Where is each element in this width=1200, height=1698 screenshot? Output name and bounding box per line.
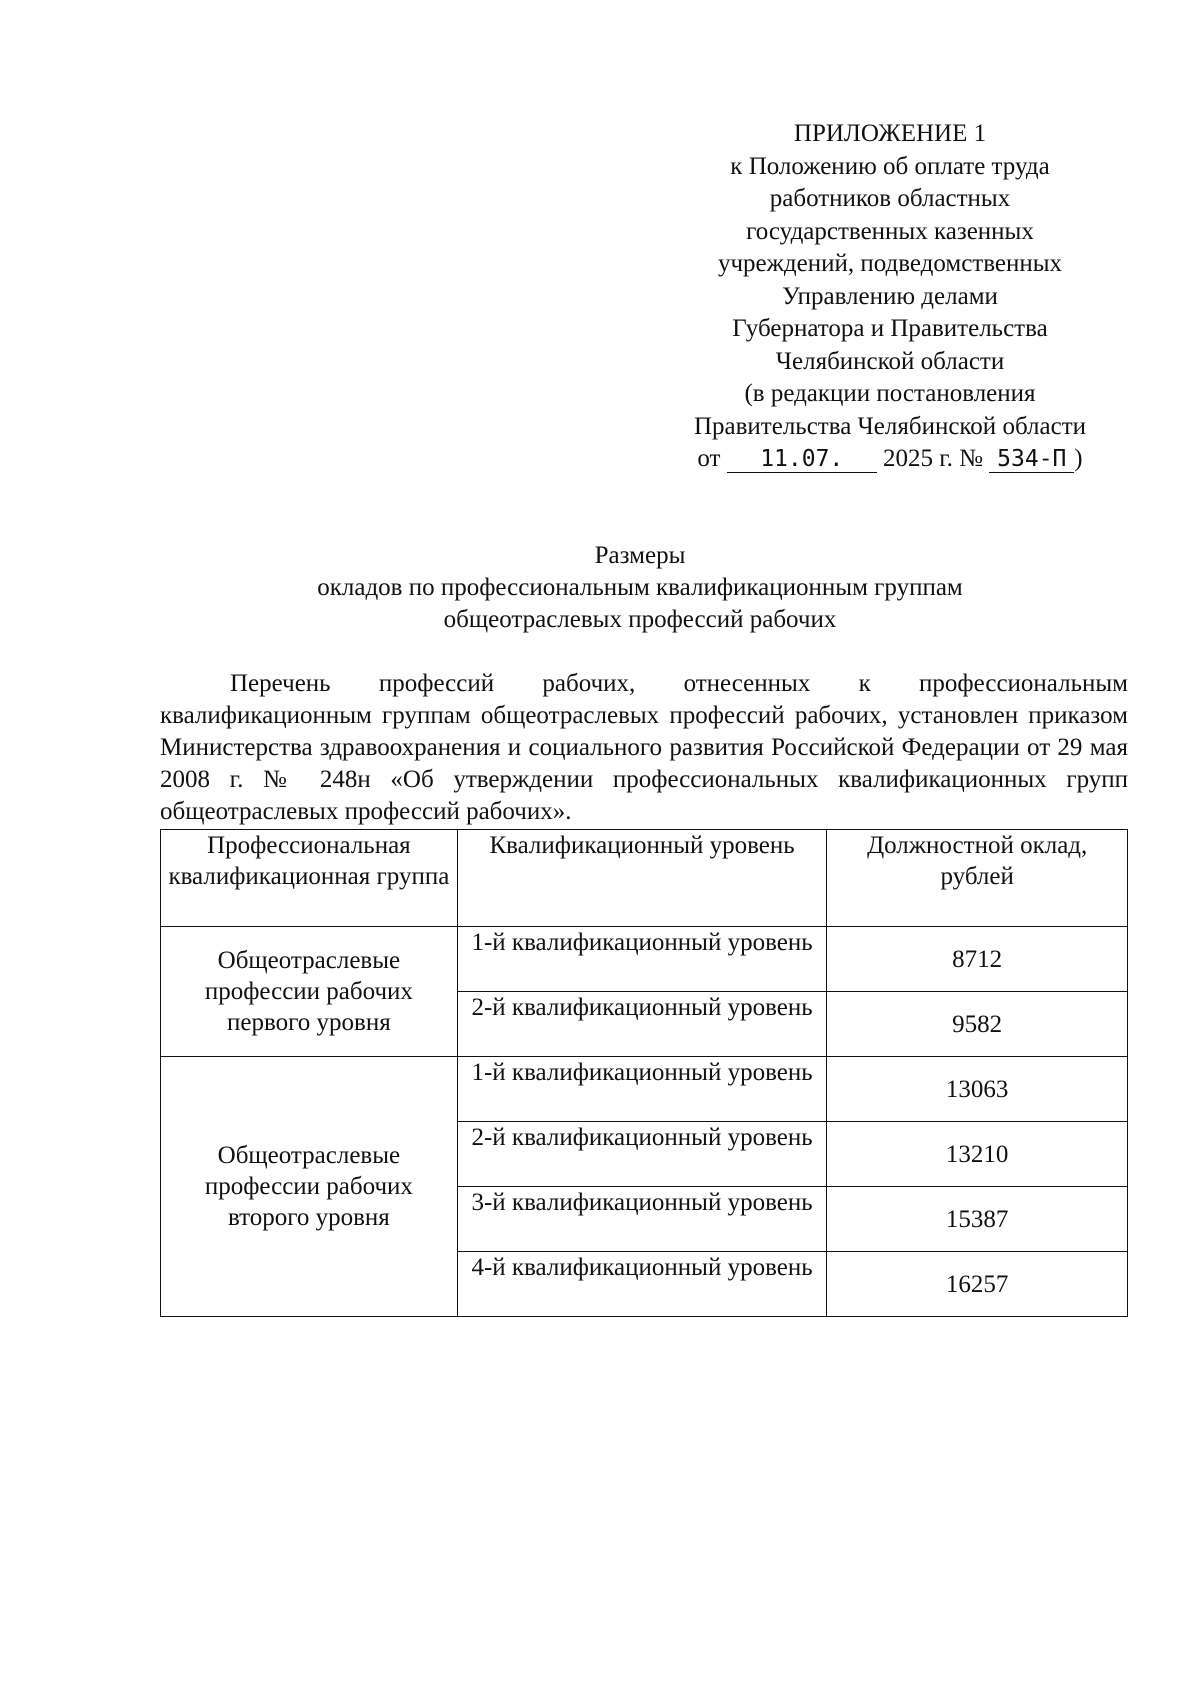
salary-cell: 15387 (827, 1187, 1128, 1252)
level-cell: 1-й квалификационный уровень (457, 1057, 827, 1122)
heading-line-1: Размеры (594, 542, 686, 569)
document-heading (160, 540, 1120, 636)
appendix-header (670, 118, 1110, 476)
group-cell: Общеотраслевые профессии рабочих второго уровня (161, 1057, 458, 1317)
appendix-line: работников областных (769, 185, 1011, 212)
date-prefix: от (697, 445, 721, 472)
appendix-date-line (670, 443, 1110, 476)
resolution-year: 2025 г. № (882, 445, 984, 472)
header-group: Профессиональная квалификационная группа (161, 830, 458, 927)
appendix-line: Управлению делами (782, 282, 998, 310)
resolution-date: 11.07. (727, 446, 877, 473)
level-cell: 1-й квалификационный уровень (457, 927, 827, 992)
level-cell: 4-й квалификационный уровень (457, 1252, 827, 1317)
level-cell: 2-й квалификационный уровень (457, 992, 827, 1057)
appendix-line: к Положению об оплате труда (730, 152, 1050, 180)
heading-line-3: общеотраслевых профессий рабочих (443, 606, 837, 633)
header-salary: Должностной оклад, рублей (827, 830, 1128, 927)
resolution-number: 534-П (989, 446, 1074, 473)
level-cell: 3-й квалификационный уровень (457, 1187, 827, 1252)
heading-line-2: окладов по профессиональным квалификационным группам (317, 574, 963, 601)
level-cell: 2-й квалификационный уровень (457, 1122, 827, 1187)
appendix-line: (в редакции постановления (744, 380, 1036, 407)
appendix-line: государственных казенных (746, 217, 1034, 245)
salary-cell: 8712 (827, 927, 1128, 992)
appendix-line: Челябинской области (775, 347, 1005, 375)
date-suffix: ) (1074, 445, 1083, 472)
salary-table (160, 829, 1128, 1317)
table-header-row (161, 830, 1128, 927)
appendix-line: учреждений, подведомственных (717, 250, 1063, 277)
table-row (161, 1057, 1128, 1122)
salary-cell: 13210 (827, 1122, 1128, 1187)
appendix-line: Губернатора и Правительства (732, 315, 1048, 342)
appendix-title: ПРИЛОЖЕНИЕ 1 (793, 120, 987, 147)
intro-paragraph: Перечень профессий рабочих, отнесенных к профессиональным квалификационным группам общеотраслевых профессий рабочих, установлен приказом Министерства здравоохранения и социального развития Российской Федерации от 29 мая 2008 г. № 248н «Об утверждении профессиональных квалификационных групп общеотраслевых профессий рабочих». (160, 670, 1128, 825)
salary-cell: 13063 (827, 1057, 1128, 1122)
salary-cell: 9582 (827, 992, 1128, 1057)
appendix-line: Правительства Челябинской области (693, 412, 1087, 440)
salary-cell: 16257 (827, 1252, 1128, 1317)
header-level: Квалификационный уровень (457, 830, 827, 927)
table-row (161, 927, 1128, 992)
group-cell: Общеотраслевые профессии рабочих первого уровня (161, 927, 458, 1057)
